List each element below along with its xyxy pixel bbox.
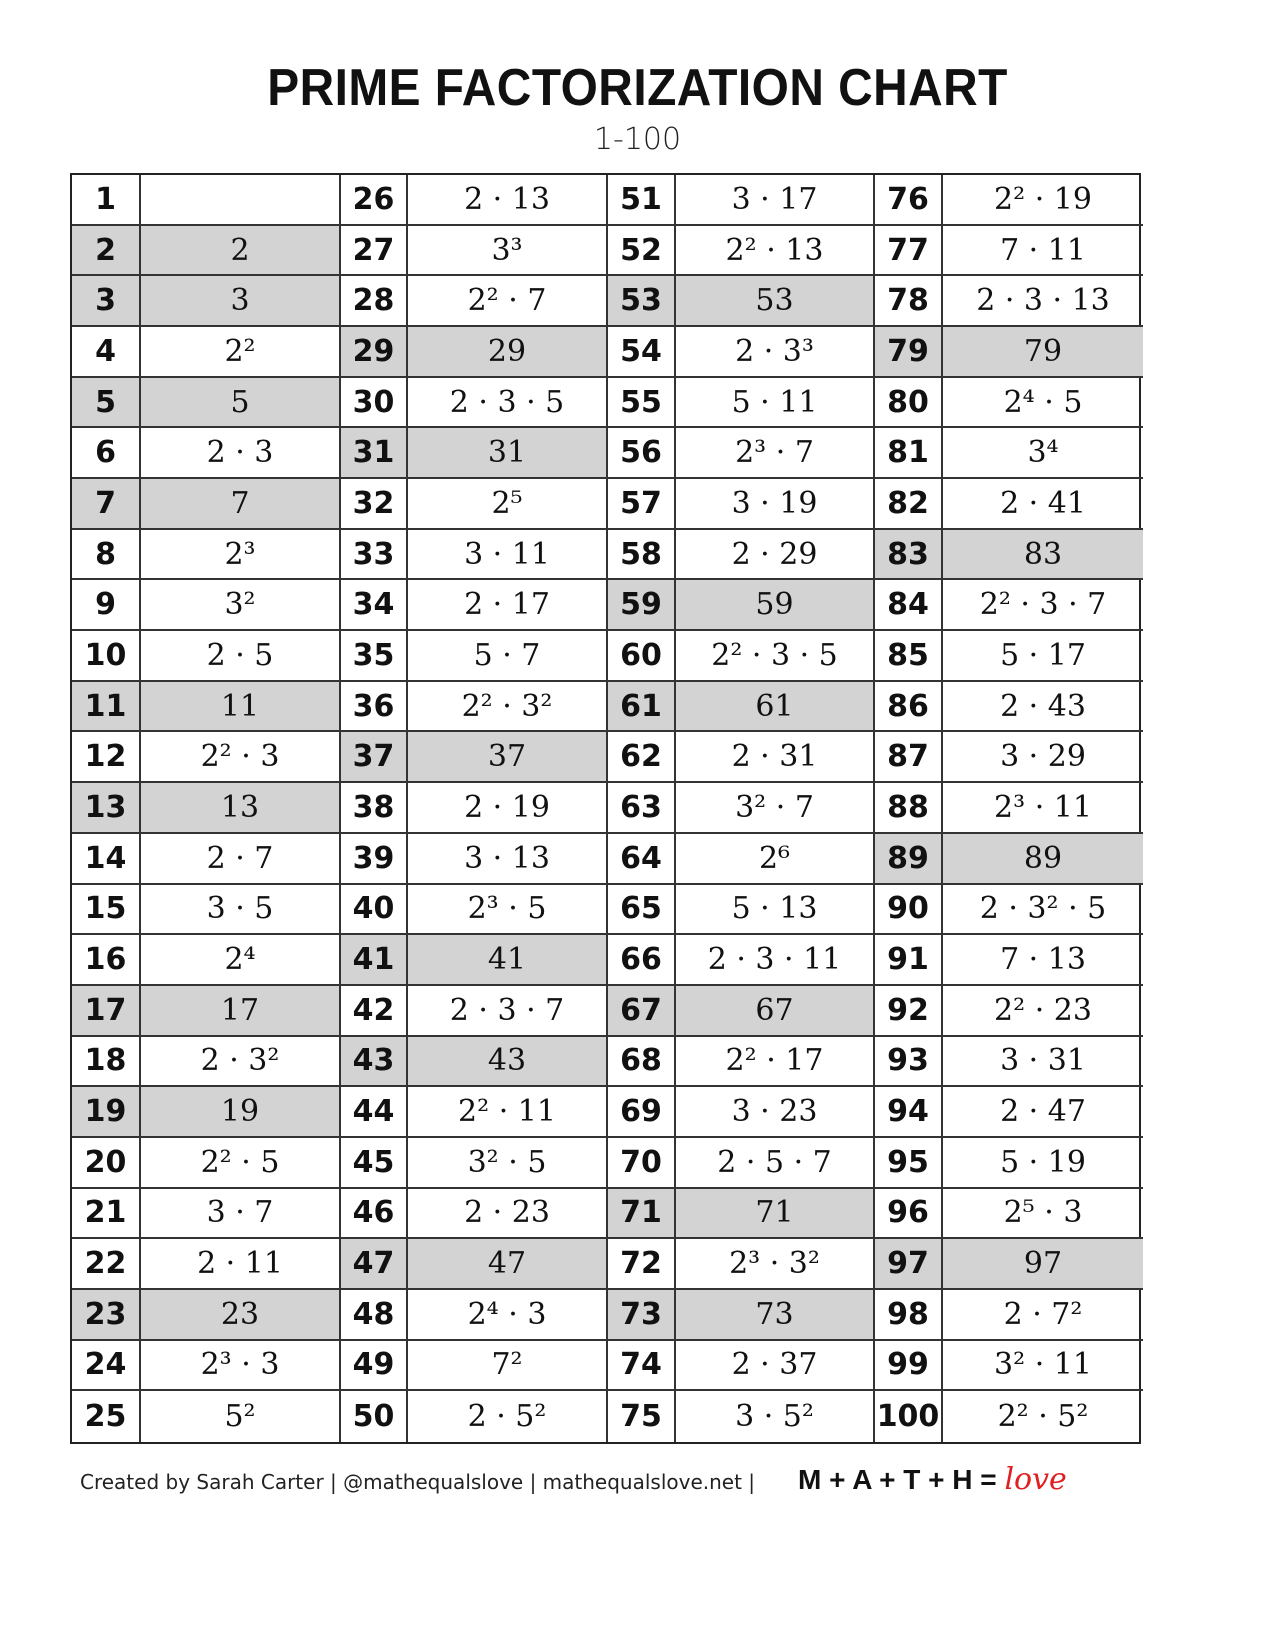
number-cell: 50 bbox=[341, 1391, 408, 1442]
number-cell: 68 bbox=[608, 1037, 676, 1088]
number-cell: 100 bbox=[875, 1391, 943, 1442]
number-cell: 80 bbox=[875, 378, 943, 429]
number-cell: 61 bbox=[608, 682, 676, 733]
number-cell: 34 bbox=[341, 580, 408, 631]
factorization-cell: 2² · 23 bbox=[943, 986, 1143, 1037]
number-cell: 10 bbox=[72, 631, 141, 682]
factorization-cell: 3 · 13 bbox=[408, 834, 608, 885]
factorization-cell: 2 · 3 · 7 bbox=[408, 986, 608, 1037]
factorization-cell: 2² · 11 bbox=[408, 1087, 608, 1138]
factorization-cell: 2 · 11 bbox=[141, 1239, 341, 1290]
number-cell: 43 bbox=[341, 1037, 408, 1088]
number-cell: 45 bbox=[341, 1138, 408, 1189]
number-cell: 11 bbox=[72, 682, 141, 733]
number-cell: 70 bbox=[608, 1138, 676, 1189]
factorization-cell: 3 · 23 bbox=[676, 1087, 875, 1138]
factorization-cell: 7² bbox=[408, 1341, 608, 1392]
number-cell: 37 bbox=[341, 732, 408, 783]
number-cell: 8 bbox=[72, 530, 141, 581]
factorization-cell: 2³ · 11 bbox=[943, 783, 1143, 834]
number-cell: 65 bbox=[608, 885, 676, 936]
factorization-cell: 61 bbox=[676, 682, 875, 733]
factorization-cell: 17 bbox=[141, 986, 341, 1037]
factorization-cell: 5 bbox=[141, 378, 341, 429]
number-cell: 74 bbox=[608, 1341, 676, 1392]
number-cell: 69 bbox=[608, 1087, 676, 1138]
number-cell: 14 bbox=[72, 834, 141, 885]
factorization-cell: 5² bbox=[141, 1391, 341, 1442]
factorization-cell: 2 · 5 · 7 bbox=[676, 1138, 875, 1189]
number-cell: 2 bbox=[72, 226, 141, 277]
factorization-cell: 2 · 31 bbox=[676, 732, 875, 783]
factorization-cell: 2³ · 5 bbox=[408, 885, 608, 936]
factorization-cell: 23 bbox=[141, 1290, 341, 1341]
factorization-cell: 2² · 5 bbox=[141, 1138, 341, 1189]
factorization-cell: 2 · 23 bbox=[408, 1189, 608, 1240]
number-cell: 47 bbox=[341, 1239, 408, 1290]
number-cell: 99 bbox=[875, 1341, 943, 1392]
number-cell: 18 bbox=[72, 1037, 141, 1088]
number-cell: 60 bbox=[608, 631, 676, 682]
number-cell: 75 bbox=[608, 1391, 676, 1442]
number-cell: 6 bbox=[72, 428, 141, 479]
factorization-cell: 2² · 17 bbox=[676, 1037, 875, 1088]
factorization-cell: 5 · 17 bbox=[943, 631, 1143, 682]
factorization-cell: 2 bbox=[141, 226, 341, 277]
factorization-cell: 2³ bbox=[141, 530, 341, 581]
number-cell: 84 bbox=[875, 580, 943, 631]
number-cell: 24 bbox=[72, 1341, 141, 1392]
factorization-cell: 2⁵ bbox=[408, 479, 608, 530]
number-cell: 27 bbox=[341, 226, 408, 277]
factorization-cell: 59 bbox=[676, 580, 875, 631]
factorization-cell: 7 · 13 bbox=[943, 935, 1143, 986]
factorization-cell bbox=[141, 175, 341, 226]
factorization-cell: 2 · 3 bbox=[141, 428, 341, 479]
factorization-cell: 2³ · 3² bbox=[676, 1239, 875, 1290]
logo-text: M + A + T + H = bbox=[798, 1464, 997, 1495]
number-cell: 56 bbox=[608, 428, 676, 479]
factorization-cell: 2² · 19 bbox=[943, 175, 1143, 226]
factorization-cell: 83 bbox=[943, 530, 1143, 581]
number-cell: 93 bbox=[875, 1037, 943, 1088]
prime-factorization-table bbox=[70, 173, 1141, 1444]
factorization-cell: 13 bbox=[141, 783, 341, 834]
factorization-cell: 2 · 3³ bbox=[676, 327, 875, 378]
number-cell: 29 bbox=[341, 327, 408, 378]
factorization-cell: 2⁴ · 3 bbox=[408, 1290, 608, 1341]
factorization-cell: 3 · 11 bbox=[408, 530, 608, 581]
number-cell: 96 bbox=[875, 1189, 943, 1240]
factorization-cell: 2³ · 3 bbox=[141, 1341, 341, 1392]
number-cell: 81 bbox=[875, 428, 943, 479]
number-cell: 86 bbox=[875, 682, 943, 733]
number-cell: 71 bbox=[608, 1189, 676, 1240]
factorization-cell: 2 · 3 · 11 bbox=[676, 935, 875, 986]
factorization-cell: 2² · 3² bbox=[408, 682, 608, 733]
factorization-cell: 2 · 17 bbox=[408, 580, 608, 631]
factorization-cell: 5 · 19 bbox=[943, 1138, 1143, 1189]
number-cell: 30 bbox=[341, 378, 408, 429]
number-cell: 39 bbox=[341, 834, 408, 885]
factorization-cell: 3² · 5 bbox=[408, 1138, 608, 1189]
factorization-cell: 2 · 37 bbox=[676, 1341, 875, 1392]
number-cell: 21 bbox=[72, 1189, 141, 1240]
page-subtitle: 1-100 bbox=[593, 122, 682, 157]
factorization-cell: 19 bbox=[141, 1087, 341, 1138]
factorization-cell: 7 bbox=[141, 479, 341, 530]
number-cell: 92 bbox=[875, 986, 943, 1037]
number-cell: 35 bbox=[341, 631, 408, 682]
factorization-cell: 3² · 7 bbox=[676, 783, 875, 834]
number-cell: 33 bbox=[341, 530, 408, 581]
factorization-cell: 29 bbox=[408, 327, 608, 378]
factorization-cell: 2 · 5² bbox=[408, 1391, 608, 1442]
factorization-cell: 2² · 7 bbox=[408, 276, 608, 327]
number-cell: 25 bbox=[72, 1391, 141, 1442]
number-cell: 73 bbox=[608, 1290, 676, 1341]
factorization-cell: 79 bbox=[943, 327, 1143, 378]
factorization-cell: 2² · 13 bbox=[676, 226, 875, 277]
factorization-cell: 3² · 11 bbox=[943, 1341, 1143, 1392]
factorization-cell: 3 · 31 bbox=[943, 1037, 1143, 1088]
number-cell: 3 bbox=[72, 276, 141, 327]
number-cell: 26 bbox=[341, 175, 408, 226]
factorization-cell: 2² · 3 · 5 bbox=[676, 631, 875, 682]
factorization-cell: 2 · 47 bbox=[943, 1087, 1143, 1138]
factorization-cell: 2 · 3 · 13 bbox=[943, 276, 1143, 327]
number-cell: 36 bbox=[341, 682, 408, 733]
factorization-cell: 2⁵ · 3 bbox=[943, 1189, 1143, 1240]
number-cell: 13 bbox=[72, 783, 141, 834]
factorization-cell: 2² bbox=[141, 327, 341, 378]
factorization-cell: 2 · 41 bbox=[943, 479, 1143, 530]
number-cell: 83 bbox=[875, 530, 943, 581]
number-cell: 89 bbox=[875, 834, 943, 885]
factorization-cell: 2² · 3 · 7 bbox=[943, 580, 1143, 631]
number-cell: 44 bbox=[341, 1087, 408, 1138]
number-cell: 66 bbox=[608, 935, 676, 986]
number-cell: 28 bbox=[341, 276, 408, 327]
factorization-cell: 37 bbox=[408, 732, 608, 783]
number-cell: 85 bbox=[875, 631, 943, 682]
factorization-cell: 67 bbox=[676, 986, 875, 1037]
number-cell: 46 bbox=[341, 1189, 408, 1240]
factorization-cell: 2 · 43 bbox=[943, 682, 1143, 733]
number-cell: 5 bbox=[72, 378, 141, 429]
factorization-cell: 71 bbox=[676, 1189, 875, 1240]
number-cell: 16 bbox=[72, 935, 141, 986]
number-cell: 48 bbox=[341, 1290, 408, 1341]
factorization-cell: 7 · 11 bbox=[943, 226, 1143, 277]
factorization-cell: 5 · 13 bbox=[676, 885, 875, 936]
number-cell: 19 bbox=[72, 1087, 141, 1138]
number-cell: 67 bbox=[608, 986, 676, 1037]
factorization-cell: 11 bbox=[141, 682, 341, 733]
factorization-cell: 2 · 19 bbox=[408, 783, 608, 834]
number-cell: 31 bbox=[341, 428, 408, 479]
number-cell: 15 bbox=[72, 885, 141, 936]
number-cell: 90 bbox=[875, 885, 943, 936]
number-cell: 41 bbox=[341, 935, 408, 986]
factorization-cell: 53 bbox=[676, 276, 875, 327]
factorization-cell: 2 · 3 · 5 bbox=[408, 378, 608, 429]
number-cell: 54 bbox=[608, 327, 676, 378]
number-cell: 97 bbox=[875, 1239, 943, 1290]
number-cell: 52 bbox=[608, 226, 676, 277]
factorization-cell: 3 · 7 bbox=[141, 1189, 341, 1240]
number-cell: 12 bbox=[72, 732, 141, 783]
factorization-cell: 3 · 5² bbox=[676, 1391, 875, 1442]
number-cell: 22 bbox=[72, 1239, 141, 1290]
factorization-cell: 89 bbox=[943, 834, 1143, 885]
factorization-cell: 43 bbox=[408, 1037, 608, 1088]
number-cell: 98 bbox=[875, 1290, 943, 1341]
factorization-cell: 73 bbox=[676, 1290, 875, 1341]
number-cell: 20 bbox=[72, 1138, 141, 1189]
factorization-cell: 2 · 7² bbox=[943, 1290, 1143, 1341]
factorization-cell: 2 · 5 bbox=[141, 631, 341, 682]
factorization-cell: 3 bbox=[141, 276, 341, 327]
number-cell: 9 bbox=[72, 580, 141, 631]
number-cell: 32 bbox=[341, 479, 408, 530]
factorization-cell: 2 · 3² · 5 bbox=[943, 885, 1143, 936]
factorization-cell: 97 bbox=[943, 1239, 1143, 1290]
factorization-cell: 2³ · 7 bbox=[676, 428, 875, 479]
number-cell: 87 bbox=[875, 732, 943, 783]
number-cell: 38 bbox=[341, 783, 408, 834]
factorization-cell: 3² bbox=[141, 580, 341, 631]
math-equals-love-logo bbox=[798, 1462, 1067, 1497]
factorization-cell: 2² · 3 bbox=[141, 732, 341, 783]
logo-love: love bbox=[1004, 1462, 1067, 1497]
number-cell: 23 bbox=[72, 1290, 141, 1341]
number-cell: 59 bbox=[608, 580, 676, 631]
factorization-cell: 2⁶ bbox=[676, 834, 875, 885]
factorization-cell: 3 · 29 bbox=[943, 732, 1143, 783]
factorization-cell: 5 · 11 bbox=[676, 378, 875, 429]
number-cell: 57 bbox=[608, 479, 676, 530]
number-cell: 1 bbox=[72, 175, 141, 226]
page-title: PRIME FACTORIZATION CHART bbox=[267, 59, 1008, 117]
number-cell: 62 bbox=[608, 732, 676, 783]
number-cell: 91 bbox=[875, 935, 943, 986]
number-cell: 42 bbox=[341, 986, 408, 1037]
footer-credit: Created by Sarah Carter | @mathequalslove | mathequalslove.net | bbox=[80, 1470, 756, 1494]
factorization-cell: 3 · 19 bbox=[676, 479, 875, 530]
number-cell: 55 bbox=[608, 378, 676, 429]
factorization-cell: 3 · 5 bbox=[141, 885, 341, 936]
number-cell: 77 bbox=[875, 226, 943, 277]
number-cell: 78 bbox=[875, 276, 943, 327]
number-cell: 51 bbox=[608, 175, 676, 226]
number-cell: 7 bbox=[72, 479, 141, 530]
number-cell: 72 bbox=[608, 1239, 676, 1290]
factorization-cell: 41 bbox=[408, 935, 608, 986]
factorization-cell: 5 · 7 bbox=[408, 631, 608, 682]
factorization-cell: 2 · 13 bbox=[408, 175, 608, 226]
number-cell: 88 bbox=[875, 783, 943, 834]
number-cell: 40 bbox=[341, 885, 408, 936]
number-cell: 53 bbox=[608, 276, 676, 327]
factorization-cell: 2 · 29 bbox=[676, 530, 875, 581]
number-cell: 95 bbox=[875, 1138, 943, 1189]
factorization-cell: 31 bbox=[408, 428, 608, 479]
number-cell: 64 bbox=[608, 834, 676, 885]
factorization-cell: 3⁴ bbox=[943, 428, 1143, 479]
factorization-cell: 2² · 5² bbox=[997, 1399, 1089, 1435]
factorization-cell: 2⁴ bbox=[141, 935, 341, 986]
factorization-cell: 3³ bbox=[408, 226, 608, 277]
number-cell: 82 bbox=[875, 479, 943, 530]
number-cell: 49 bbox=[341, 1341, 408, 1392]
number-cell: 76 bbox=[875, 175, 943, 226]
number-cell: 17 bbox=[72, 986, 141, 1037]
number-cell: 79 bbox=[875, 327, 943, 378]
number-cell: 94 bbox=[875, 1087, 943, 1138]
factorization-cell: 47 bbox=[408, 1239, 608, 1290]
factorization-cell: 2⁴ · 5 bbox=[943, 378, 1143, 429]
factorization-cell: 2 · 7 bbox=[141, 834, 341, 885]
number-cell: 58 bbox=[608, 530, 676, 581]
number-cell: 4 bbox=[72, 327, 141, 378]
factorization-cell: 3 · 17 bbox=[676, 175, 875, 226]
factorization-cell: 2 · 3² bbox=[141, 1037, 341, 1088]
number-cell: 63 bbox=[608, 783, 676, 834]
